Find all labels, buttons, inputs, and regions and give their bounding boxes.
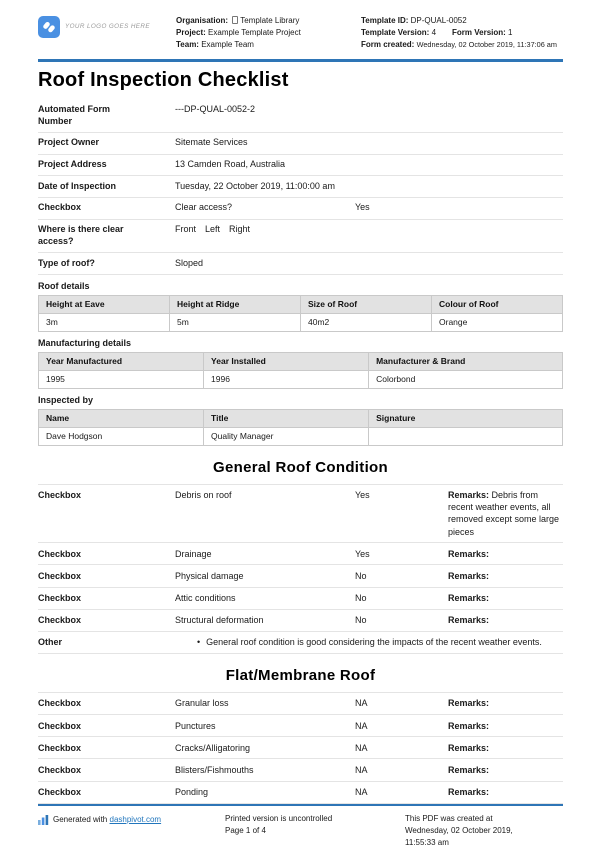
table-cell: 1995 (39, 370, 204, 388)
column-header: Name (39, 409, 204, 427)
checklist-row-physical-damage (38, 565, 563, 587)
bar-chart-icon (38, 814, 49, 825)
table-row (39, 427, 563, 445)
checklist-answer: NA (355, 764, 368, 775)
field-value: ---DP-QUAL-0052-2 (175, 104, 256, 114)
field-label: Project Address (38, 159, 107, 170)
remarks-text: Debris from recent weather events, all removed except some large pieces (448, 490, 560, 537)
project-value: Example Template Project (208, 28, 301, 37)
template-id-line (361, 15, 563, 27)
field-question: Clear access? (175, 202, 233, 213)
checklist-item: Cracks/Alligatoring (175, 742, 251, 753)
field-label: Date of Inspection (38, 180, 117, 191)
remarks-cell (448, 548, 563, 560)
checklist-answer: NA (355, 720, 368, 731)
field-value: Sloped (175, 257, 204, 268)
field-value: Tuesday, 22 October 2019, 11:00:00 am (175, 180, 335, 191)
row-type-label: Other (38, 637, 63, 648)
footer-created-note (405, 813, 537, 849)
remarks-label: Remarks: (448, 698, 490, 709)
row-type-label: Checkbox (38, 787, 82, 798)
document-header (38, 13, 563, 51)
checklist-answer: Yes (355, 548, 370, 559)
pdf-created-text: This PDF was created at Wednesday, 02 October 2019, 11:55:33 am (405, 814, 513, 848)
table-row (39, 313, 563, 331)
bullet-icon: • (197, 637, 201, 648)
column-header: Signature (369, 409, 563, 427)
company-logo-icon (38, 16, 60, 38)
organisation-line (176, 15, 361, 27)
row-type-label: Checkbox (38, 490, 82, 501)
column-header: Height at Eave (39, 295, 170, 313)
footer-generated (38, 813, 225, 849)
generated-with-text: Generated with dashpivot.com (53, 815, 162, 825)
template-id-value: DP-QUAL-0052 (410, 16, 467, 25)
dashpivot-logo-icon (42, 20, 56, 34)
row-type-label: Checkbox (38, 764, 82, 775)
table-row (39, 370, 563, 388)
remarks-cell (448, 786, 563, 798)
field-row-project-owner (38, 133, 563, 155)
field-label: Checkbox (38, 202, 82, 213)
checklist-row-cracks-alligatoring (38, 737, 563, 759)
table-cell: 1996 (204, 370, 369, 388)
row-type-label: Checkbox (38, 570, 82, 581)
checklist-row-debris (38, 485, 563, 544)
checklist-answer: No (355, 570, 367, 581)
row-type-label: Checkbox (38, 593, 82, 604)
organisation-box-icon (232, 16, 238, 24)
remarks-label: Remarks: (448, 570, 490, 581)
checklist-item: Ponding (175, 787, 209, 798)
column-header: Height at Ridge (170, 295, 301, 313)
column-header: Manufacturer & Brand (369, 352, 563, 370)
table-cell: Orange (432, 313, 563, 331)
field-row-automated-form-number (38, 100, 563, 133)
remarks-cell (448, 570, 563, 582)
general-roof-condition-checklist (38, 484, 563, 654)
form-created-label: Form created: (361, 40, 415, 49)
remarks-label: Remarks: (448, 490, 490, 501)
field-value: Sitemate Services (175, 137, 248, 148)
checklist-row-structural-deformation (38, 610, 563, 632)
project-label: Project: (176, 28, 206, 37)
manufacturing-details-title: Manufacturing details (38, 337, 132, 348)
checklist-item: Blisters/Fishmouths (175, 764, 254, 775)
field-value: 13 Camden Road, Australia (175, 159, 286, 170)
checklist-row-punctures (38, 715, 563, 737)
table-cell: Dave Hodgson (39, 427, 204, 445)
remarks-label: Remarks: (448, 593, 490, 604)
checklist-row-granular-loss (38, 693, 563, 715)
logo-placeholder-text: YOUR LOGO GOES HERE (65, 23, 150, 31)
table-cell: 3m (39, 313, 170, 331)
checklist-item: Attic conditions (175, 593, 236, 604)
field-label: Automated Form Number (38, 104, 110, 126)
field-row-date-of-inspection (38, 176, 563, 198)
other-bullet-item (175, 636, 563, 648)
header-org-column (176, 13, 361, 51)
remarks-cell (448, 697, 563, 709)
row-type-label: Checkbox (38, 742, 82, 753)
table-header-row (39, 409, 563, 427)
footer-printed-note (225, 813, 405, 849)
field-label: Where is there clear access? (38, 224, 124, 246)
header-meta-column (361, 13, 563, 51)
option-front: Front (175, 224, 197, 235)
table-cell: 40m2 (301, 313, 432, 331)
field-row-clear-access (38, 198, 563, 220)
checklist-answer: No (355, 615, 367, 626)
remarks-label: Remarks: (448, 742, 490, 753)
checklist-row-drainage (38, 543, 563, 565)
printed-uncontrolled-text: Printed version is uncontrolled (225, 814, 333, 824)
column-header: Title (204, 409, 369, 427)
field-label: Project Owner (38, 137, 100, 148)
form-created-value: Wednesday, 02 October 2019, 11:37:06 am (416, 40, 557, 49)
checklist-row-other (38, 632, 563, 654)
remarks-cell (448, 764, 563, 776)
option-right: Right (229, 224, 251, 235)
remarks-cell (448, 720, 563, 732)
table-cell: Colorbond (369, 370, 563, 388)
row-type-label: Checkbox (38, 698, 82, 709)
checklist-answer: NA (355, 742, 368, 753)
field-row-type-of-roof (38, 253, 563, 275)
page-number-text: Page 1 of 4 (225, 826, 266, 836)
organisation-value: Template Library (240, 16, 300, 25)
column-header: Year Manufactured (39, 352, 204, 370)
team-line (176, 39, 361, 51)
form-version: Form Version: 1 (452, 28, 513, 37)
checklist-row-blisters-fishmouths (38, 759, 563, 781)
roof-details-table (38, 295, 563, 332)
checklist-item: Granular loss (175, 698, 229, 709)
roof-details-title: Roof details (38, 280, 90, 291)
remarks-label: Remarks: (448, 787, 490, 798)
checklist-row-ponding (38, 782, 563, 804)
team-label: Team: (176, 40, 199, 49)
team-value: Example Team (201, 40, 254, 49)
checklist-item: Structural deformation (175, 615, 264, 626)
inspected-by-title: Inspected by (38, 394, 94, 405)
organisation-label: Organisation: (176, 16, 229, 25)
field-label: Type of roof? (38, 257, 95, 268)
section-heading-general-roof-condition: General Roof Condition (213, 458, 388, 476)
checklist-answer: Yes (355, 490, 370, 501)
remarks-cell (448, 742, 563, 754)
template-version: Template Version: 4 (361, 28, 437, 37)
logo-block (38, 13, 176, 38)
form-created-line (361, 39, 563, 51)
table-header-row (39, 295, 563, 313)
remarks-cell (448, 614, 563, 626)
remarks-cell (448, 489, 563, 538)
checklist-answer: No (355, 593, 367, 604)
checklist-item: Debris on roof (175, 490, 232, 501)
option-left: Left (205, 224, 221, 235)
remarks-label: Remarks: (448, 615, 490, 626)
remarks-label: Remarks: (448, 720, 490, 731)
manufacturing-details-table (38, 352, 563, 389)
header-divider-rule (38, 59, 563, 62)
remarks-cell (448, 592, 563, 604)
remarks-label: Remarks: (448, 764, 490, 775)
checklist-row-attic-conditions (38, 588, 563, 610)
other-text: General roof condition is good considering the impacts of the recent weather events. (206, 637, 542, 648)
section-heading-flat-membrane-roof: Flat/Membrane Roof (225, 666, 376, 684)
checklist-answer: NA (355, 787, 368, 798)
inspected-by-table (38, 409, 563, 446)
project-line (176, 27, 361, 39)
field-row-project-address (38, 155, 563, 177)
flat-membrane-roof-checklist (38, 692, 563, 804)
version-line (361, 27, 563, 39)
document-footer (38, 804, 563, 861)
field-answer: Yes (355, 202, 370, 213)
column-header: Year Installed (204, 352, 369, 370)
field-row-where-clear-access (38, 220, 563, 253)
checklist-item: Drainage (175, 548, 212, 559)
dashpivot-link[interactable]: dashpivot.com (109, 815, 162, 825)
row-type-label: Checkbox (38, 548, 82, 559)
checklist-item: Punctures (175, 720, 216, 731)
table-cell: Quality Manager (204, 427, 369, 445)
checklist-answer: NA (355, 698, 368, 709)
checklist-item: Physical damage (175, 570, 244, 581)
signature-cell (369, 427, 563, 445)
form-fields (38, 100, 563, 275)
row-type-label: Checkbox (38, 720, 82, 731)
row-type-label: Checkbox (38, 615, 82, 626)
column-header: Colour of Roof (432, 295, 563, 313)
field-options (175, 224, 355, 236)
column-header: Size of Roof (301, 295, 432, 313)
table-header-row (39, 352, 563, 370)
page-title: Roof Inspection Checklist (38, 68, 289, 91)
remarks-label: Remarks: (448, 548, 490, 559)
template-id-label: Template ID: (361, 16, 409, 25)
table-cell: 5m (170, 313, 301, 331)
